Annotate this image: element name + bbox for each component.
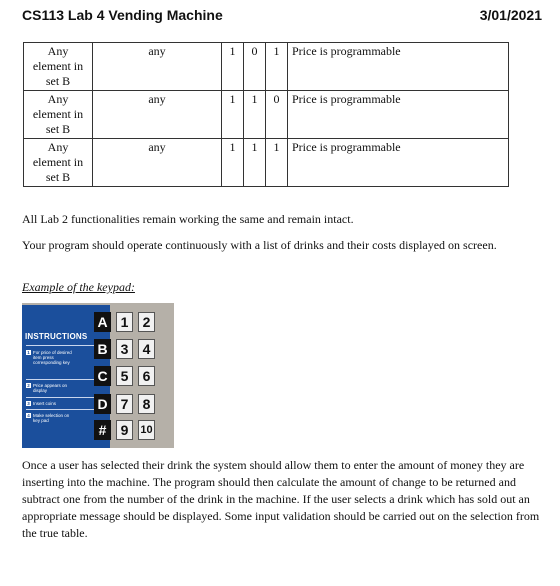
- divider: [26, 379, 104, 380]
- table-row: [24, 139, 509, 187]
- key-number: 7: [116, 394, 133, 414]
- table-cell-result: Price is programmable: [288, 91, 509, 139]
- instructions-heading: INSTRUCTIONS: [25, 332, 88, 341]
- key-number: 10: [138, 420, 155, 440]
- table-row: [24, 91, 509, 139]
- table-cell-element: Any element in set B: [24, 139, 93, 187]
- table-cell-result: Price is programmable: [288, 139, 509, 187]
- document-date: 3/01/2021: [479, 7, 542, 23]
- table-cell-bit: 0: [266, 91, 288, 139]
- divider: [26, 397, 104, 398]
- table-cell-bit: 1: [266, 43, 288, 91]
- key-number: 8: [138, 394, 155, 414]
- table-row: [24, 43, 509, 91]
- divider: [26, 409, 104, 410]
- key-hash: #: [94, 420, 111, 440]
- paragraph-functionality: All Lab 2 functionalities remain working the same and remain intact.: [22, 212, 354, 226]
- paragraph-behaviour: Once a user has selected their drink the system should allow them to enter the amount of money they are inserting into the machine. The program should then calculate the amount of change to be returned and subtract one from the number of the drink in the machine. If the user selects a drink which has sold out an appropriate message should be displayed. Some input validation should be carried out on the selection from the true table.: [22, 458, 540, 540]
- key-letter: C: [94, 366, 111, 386]
- table-cell-bit: 1: [266, 139, 288, 187]
- table-cell-bit: 1: [244, 91, 266, 139]
- paragraph-operation: Your program should operate continuously with a list of drinks and their costs displayed on screen.: [22, 238, 497, 252]
- key-number: 4: [138, 339, 155, 359]
- truth-table: [23, 42, 509, 187]
- key-letter: B: [94, 339, 111, 359]
- table-cell-element: Any element in set B: [24, 43, 93, 91]
- key-number: 6: [138, 366, 155, 386]
- key-number: 3: [116, 339, 133, 359]
- key-number: 5: [116, 366, 133, 386]
- key-number: 9: [116, 420, 133, 440]
- table-cell-element: Any element in set B: [24, 91, 93, 139]
- instruction-step: 4 Make selection on key pad: [27, 413, 70, 423]
- instruction-step: 2 Price appears on display: [27, 383, 68, 393]
- table-cell-result: Price is programmable: [288, 43, 509, 91]
- table-cell-bit: 1: [244, 139, 266, 187]
- key-number: 2: [138, 312, 155, 332]
- keypad-caption: Example of the keypad:: [22, 280, 135, 294]
- key-letter: A: [94, 312, 111, 332]
- table-cell-bit: 0: [244, 43, 266, 91]
- document-title: CS113 Lab 4 Vending Machine: [22, 7, 223, 23]
- divider: [26, 345, 104, 346]
- instruction-step: 1 For price of desired item press corresponding key: [27, 350, 72, 365]
- table-cell-value: any: [93, 139, 222, 187]
- table-cell-value: any: [93, 91, 222, 139]
- table-cell-value: any: [93, 43, 222, 91]
- table-cell-bit: 1: [222, 139, 244, 187]
- instruction-step: 3 Insert coins: [27, 401, 57, 406]
- table-cell-bit: 1: [222, 43, 244, 91]
- key-letter: D: [94, 394, 111, 414]
- table-cell-bit: 1: [222, 91, 244, 139]
- key-number: 1: [116, 312, 133, 332]
- keypad-image: [22, 303, 174, 448]
- document-header: [22, 7, 542, 29]
